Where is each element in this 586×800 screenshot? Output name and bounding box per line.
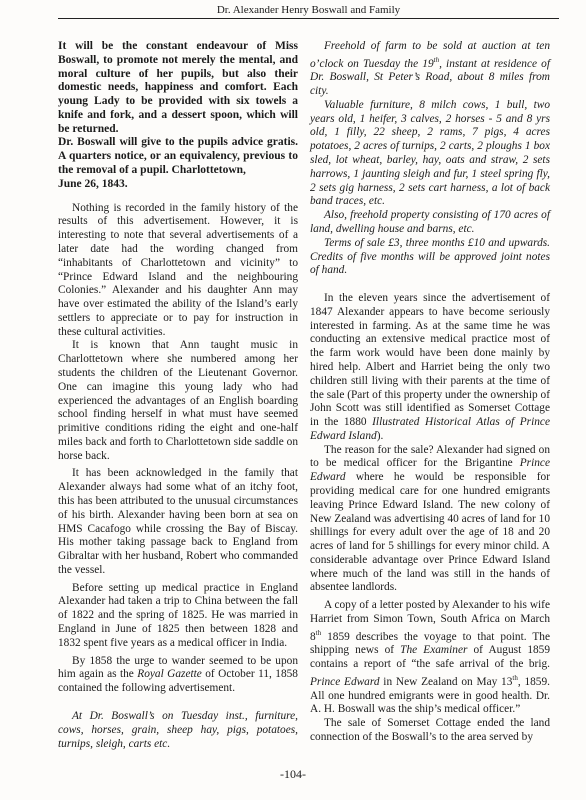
page-number: -104- — [280, 767, 306, 781]
text-run: Freehold of farm to be sold at auction at ten o’clock on Tuesday the 19 — [310, 40, 550, 70]
text-run: In the eleven years since the advertisement of 1847 Alexander appears to have become seriously interested in farming. As at the same time he was conducting an extensive medical practice most of the farm work would have been done mainly by hired help. Albert and Harriet being the only two children still living with their parents at the time of the sale (Part of this property under the ownership of John Scott was still identified as Somerset Cottage in the 1880 — [310, 292, 550, 429]
ad-text-bold: It will be the constant endeavour of Miss Boswall, to promote not merely the mental, and moral culture of her pupils, but also their domestic needs, happiness and comfort. Each young Lady to be provided with six towels a knife and fork, and a dessert spoon, which will be returned. — [58, 40, 298, 135]
newspaper-title: Royal Gazette — [137, 668, 202, 681]
paragraph: Before setting up medical practice in England Alexander had taken a trip to China between the fall of 1822 and the spring of 1825. He was married in England in June of 1825 then between 1828 and 1832 spent five years as a medical officer in India. — [58, 581, 298, 649]
right-column — [310, 40, 550, 745]
ordinal-suffix: th — [315, 628, 322, 637]
ad-text-bold-2: Dr. Boswall will give to the pupils advice gratis. A quarters notice, or an equivalency, previous to the removal of a pupil. Charlottetown, — [58, 136, 298, 177]
text-run: By 1858 the urge to wander seemed to be upon him again as the — [58, 654, 298, 681]
text-run: of August 1859 contains a report of “the safe arrival of the brig. — [310, 644, 551, 671]
ordinal-suffix: th — [512, 673, 518, 682]
text-run: The reason for the sale? Alexander had signed on to be medical officer for the Brigantine — [310, 443, 550, 470]
paragraph — [310, 444, 550, 596]
text-run: , instant at residence of Dr. Boswall, St Peter’s Road, about 8 miles from city. — [310, 57, 550, 98]
paragraph — [58, 655, 298, 696]
paragraph: It is known that Ann taught music in Charlottetown where she numbered among her students the children of the Lieutenant Governor. One can imagine this young lady who had experienced the advantages of an English boarding school finding herself in what must have seemed primitive conditions riding the eight and one-half miles back and forth to Charlottetown side saddle on horse back. — [58, 339, 298, 462]
text-run: ). — [376, 429, 384, 442]
auction-ad-text: Also, freehold property consisting of 170 acres of land, dwelling house and barns, etc. — [310, 209, 550, 235]
auction-ad-text: Valuable furniture, 8 milch cows, 1 bull, two years old, 1 heifer, 3 calves, 2 horses - 5 and 8 yrs old, 1 filly, 22 sheep, 2 rams, 7 pigs, 4 acres potatoes, 2 acres of turnips, 2 carts, 2 ploughs 1 box sled, lot wheat, barley, hay, oats and straw, 2 sets harrows, 1 jaunting sleigh and fur, 1 steel spring fly, 2 sets gig harness, 2 sets cart harness, a lot of back band traces, etc. — [310, 98, 550, 208]
paragraph: It has been acknowledged in the family that Alexander always had some what of an itchy foot, this has been attributed to the unusual circumstances of his birth. Alexander having been born at sea on HMS Cacafogo while crossing the Bay of Biscay. His mother taking passage back to England from Gibraltar with her husband, Robert who commanded the vessel. — [58, 467, 298, 576]
running-header: Dr. Alexander Henry Boswall and Family — [58, 3, 559, 19]
atlas-title: Illustrated Historical Atlas of Prince Edward Island — [310, 416, 550, 442]
paragraph: The sale of Somerset Cottage ended the land connection of the Boswall’s to the area served by — [310, 717, 550, 743]
text-run: where he would be responsible for providing medical care for one hundred emigrants leaving Prince Edward Island. The new colony of New Zealand was advertising 40 acres of land for 10 shillings for every adult over the age of 18 and 20 acres of land for 5 shillings for every minor child. A considerable advantage over Prince Edward Island where much of the land was still in the hands of absentee landlords. — [310, 471, 550, 594]
paragraph: Nothing is recorded in the family history of the results of this advertisement. However, it is interesting to note that several advertisements of a later date had the wording changed from “inhabitants of Charlottetown and vicinity” to “Prince Edward Island and the neighbouring Colonies.” Alexander and his daughter Ann may have over estimated the ability of the Island’s early settlers to appreciate or to pay for instruction in these cultural activities. — [58, 201, 298, 338]
text-run: in New Zealand on May 13 — [379, 675, 513, 688]
newspaper-title: The Examiner — [400, 644, 468, 657]
text-run: A copy of a letter posted by Alexander to his wife Harriet from Simon Town, South Africa on March 8 — [310, 599, 550, 643]
ad-date: June 26, 1843. — [58, 177, 128, 190]
text-run: , 1859. All one hundred emigrants were in good health. Dr. A. H. Boswall was the ship’s medical officer.” — [310, 675, 550, 716]
text-run: of October 11, 1858 contained the following advertisement. — [58, 668, 298, 695]
ship-name: Prince Edward — [310, 675, 380, 688]
text-run: 1859 describes the voyage to that point. The shipping news of — [310, 630, 550, 657]
left-column — [58, 40, 298, 751]
paragraph — [310, 599, 550, 717]
paragraph — [310, 292, 550, 444]
auction-ad-text: At Dr. Boswall’s on Tuesday inst., furniture, cows, horses, grain, sheep hay, pigs, potatoes, turnips, sleigh, carts etc. — [58, 709, 298, 750]
ship-name: Prince Edward — [310, 457, 550, 484]
auction-ad-text — [310, 40, 550, 99]
auction-ad-text: Terms of sale £3, three months £10 and upwards. Credits of five months will be approved joint notes of hand. — [310, 236, 550, 277]
ordinal-suffix: th — [433, 55, 440, 64]
